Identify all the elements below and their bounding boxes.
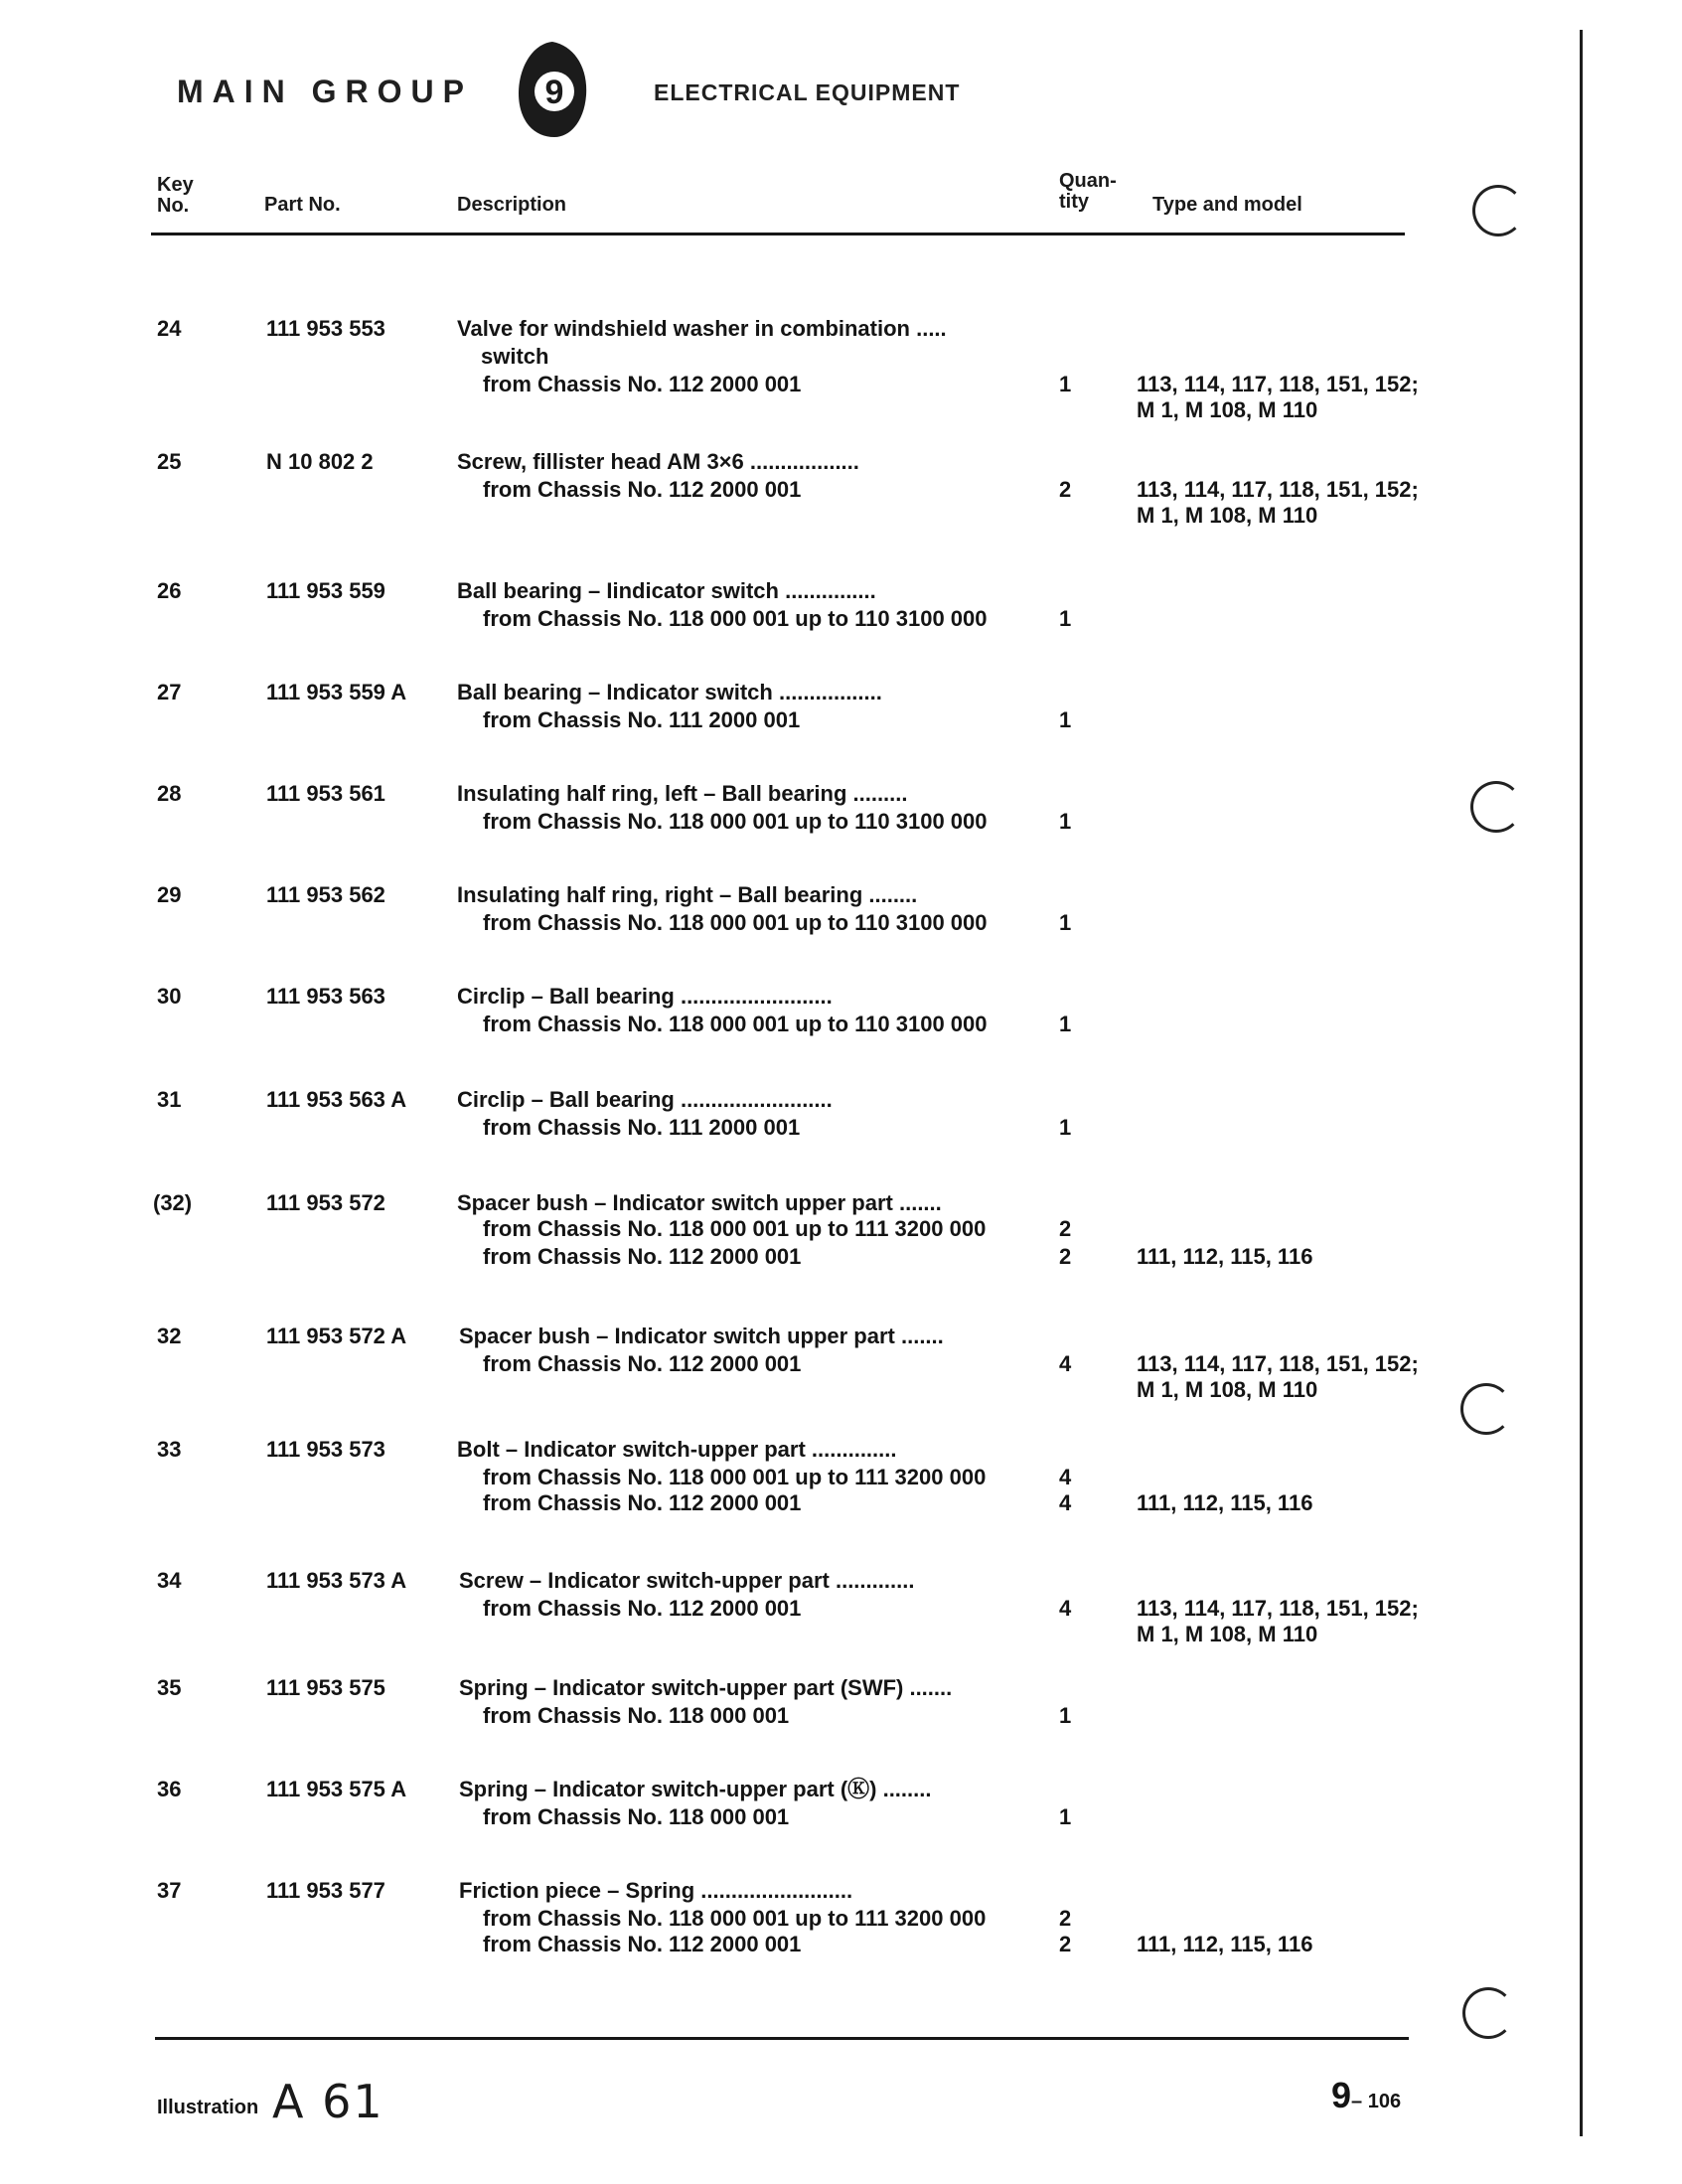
row-type: 113, 114, 117, 118, 151, 152; [1137,477,1419,502]
row-qty: 1 [1059,910,1072,935]
row-qty: 2 [1059,1906,1072,1931]
row-sub: from Chassis No. 112 2000 001 [483,372,802,396]
row-part: 111 953 553 [266,316,385,341]
header-rule [151,233,1405,235]
row-part: 111 953 562 [266,882,385,907]
row-key: 29 [157,882,182,907]
row-type: 111, 112, 115, 116 [1137,1490,1313,1515]
row-sub: from Chassis No. 111 2000 001 [483,707,801,732]
row-qty: 1 [1059,1804,1072,1829]
row-part: 111 953 559 A [266,680,407,704]
row-sub: from Chassis No. 118 000 001 up to 110 3100 000 [483,809,988,834]
row-part: N 10 802 2 [266,449,374,474]
footer-rule [155,2037,1409,2040]
row-type: M 1, M 108, M 110 [1137,397,1318,422]
row-sub: from Chassis No. 112 2000 001 [483,1932,802,1956]
row-desc: Circlip – Ball bearing ......................... [457,1087,833,1112]
row-sub: from Chassis No. 118 000 001 up to 110 3100 000 [483,910,988,935]
row-sub: from Chassis No. 118 000 001 [483,1804,790,1829]
page-number-sub: – 106 [1351,2091,1402,2112]
row-desc: Spring – Indicator switch-upper part (SWF) ....... [459,1675,953,1700]
row-part: 111 953 575 A [266,1777,407,1801]
row-qty: 1 [1059,372,1072,396]
row-part: 111 953 559 [266,578,385,603]
section-title: ELECTRICAL EQUIPMENT [654,79,961,105]
row-type: 111, 112, 115, 116 [1137,1932,1313,1956]
column-key-no: Key No. [157,174,194,217]
row-key: 30 [157,984,182,1009]
row-qty: 1 [1059,1012,1072,1036]
main-group-label: MAIN GROUP [177,74,473,109]
row-type: M 1, M 108, M 110 [1137,1622,1318,1646]
row-key: (32) [153,1190,193,1215]
row-desc: Ball bearing – Indicator switch ................. [457,680,882,704]
page-number-main: 9 [1331,2075,1352,2115]
row-type: M 1, M 108, M 110 [1137,503,1318,528]
row-key: 34 [157,1568,182,1593]
row-key: 27 [157,680,182,704]
punch-hole [1462,1987,1514,2039]
group-badge-number: 9 [544,74,564,111]
row-key: 33 [157,1437,182,1462]
row-desc: Screw, fillister head AM 3×6 .................. [457,449,859,474]
row-sub: from Chassis No. 112 2000 001 [483,1351,802,1376]
punch-hole [1470,781,1522,833]
page-number [1331,2075,1401,2116]
row-qty: 1 [1059,707,1072,732]
row-qty: 2 [1059,477,1072,502]
row-desc: Bolt – Indicator switch-upper part .............. [457,1437,897,1462]
row-sub: from Chassis No. 112 2000 001 [483,1244,802,1269]
row-sub: from Chassis No. 118 000 001 up to 110 3100 000 [483,1012,988,1036]
row-key: 31 [157,1087,182,1112]
row-desc: Spring – Indicator switch-upper part (Ⓚ) ........ [459,1777,932,1801]
row-part: 111 953 572 [266,1190,385,1215]
row-qty: 4 [1059,1465,1072,1489]
row-qty: 1 [1059,1703,1072,1728]
punch-hole [1472,185,1524,236]
row-qty: 2 [1059,1244,1072,1269]
row-desc: Circlip – Ball bearing ......................... [457,984,833,1009]
row-part: 111 953 563 A [266,1087,407,1112]
row-sub: from Chassis No. 118 000 001 up to 111 3200 000 [483,1465,987,1489]
row-desc: Spacer bush – Indicator switch upper part ....... [457,1190,942,1215]
illustration-label: Illustration [157,2097,259,2118]
row-part: 111 953 561 [266,781,385,806]
row-sub: from Chassis No. 111 2000 001 [483,1115,801,1140]
row-key: 26 [157,578,182,603]
group-badge-shape [515,38,590,141]
row-desc: Friction piece – Spring ......................... [459,1878,853,1903]
row-qty: 1 [1059,606,1072,631]
row-sub: from Chassis No. 118 000 001 [483,1703,790,1728]
row-type: 113, 114, 117, 118, 151, 152; [1137,372,1419,396]
row-key: 28 [157,781,182,806]
page-edge [1580,30,1583,2136]
row-desc: Screw – Indicator switch-upper part ............. [459,1568,915,1593]
row-type: M 1, M 108, M 110 [1137,1377,1318,1402]
row-desc: Insulating half ring, left – Ball bearing ......... [457,781,908,806]
illustration-code: A 61 [272,2075,384,2128]
row-desc: Ball bearing – Iindicator switch ............... [457,578,876,603]
row-desc: Insulating half ring, right – Ball bearing ........ [457,882,918,907]
row-key: 37 [157,1878,182,1903]
row-qty: 1 [1059,809,1072,834]
row-qty: 2 [1059,1216,1072,1241]
row-part: 111 953 575 [266,1675,385,1700]
row-part: 111 953 572 A [266,1324,407,1348]
row-qty: 4 [1059,1351,1072,1376]
row-part: 111 953 573 A [266,1568,407,1593]
group-badge [515,38,590,141]
row-sub: from Chassis No. 112 2000 001 [483,477,802,502]
row-desc: Valve for windshield washer in combination ..... [457,316,947,341]
row-type: 113, 114, 117, 118, 151, 152; [1137,1596,1419,1621]
row-key: 25 [157,449,182,474]
row-key: 35 [157,1675,182,1700]
row-sub: from Chassis No. 112 2000 001 [483,1596,802,1621]
punch-hole [1460,1383,1512,1435]
row-qty: 1 [1059,1115,1072,1140]
row-type: 111, 112, 115, 116 [1137,1244,1313,1269]
row-key: 36 [157,1777,182,1801]
row-part: 111 953 577 [266,1878,385,1903]
row-desc: Spacer bush – Indicator switch upper part ....... [459,1324,944,1348]
row-sub: switch [481,344,549,369]
row-key: 32 [157,1324,182,1348]
row-sub: from Chassis No. 112 2000 001 [483,1490,802,1515]
row-key: 24 [157,316,182,341]
column-part-no: Part No. [264,194,341,216]
row-sub: from Chassis No. 118 000 001 up to 111 3200 000 [483,1906,987,1931]
row-qty: 4 [1059,1596,1072,1621]
row-qty: 2 [1059,1932,1072,1956]
row-sub: from Chassis No. 118 000 001 up to 110 3100 000 [483,606,988,631]
row-part: 111 953 563 [266,984,385,1009]
row-part: 111 953 573 [266,1437,385,1462]
column-type-model: Type and model [1152,194,1302,216]
row-type: 113, 114, 117, 118, 151, 152; [1137,1351,1419,1376]
row-qty: 4 [1059,1490,1072,1515]
row-sub: from Chassis No. 118 000 001 up to 111 3200 000 [483,1216,987,1241]
column-quantity: Quan- tity [1059,170,1117,213]
column-description: Description [457,194,567,216]
